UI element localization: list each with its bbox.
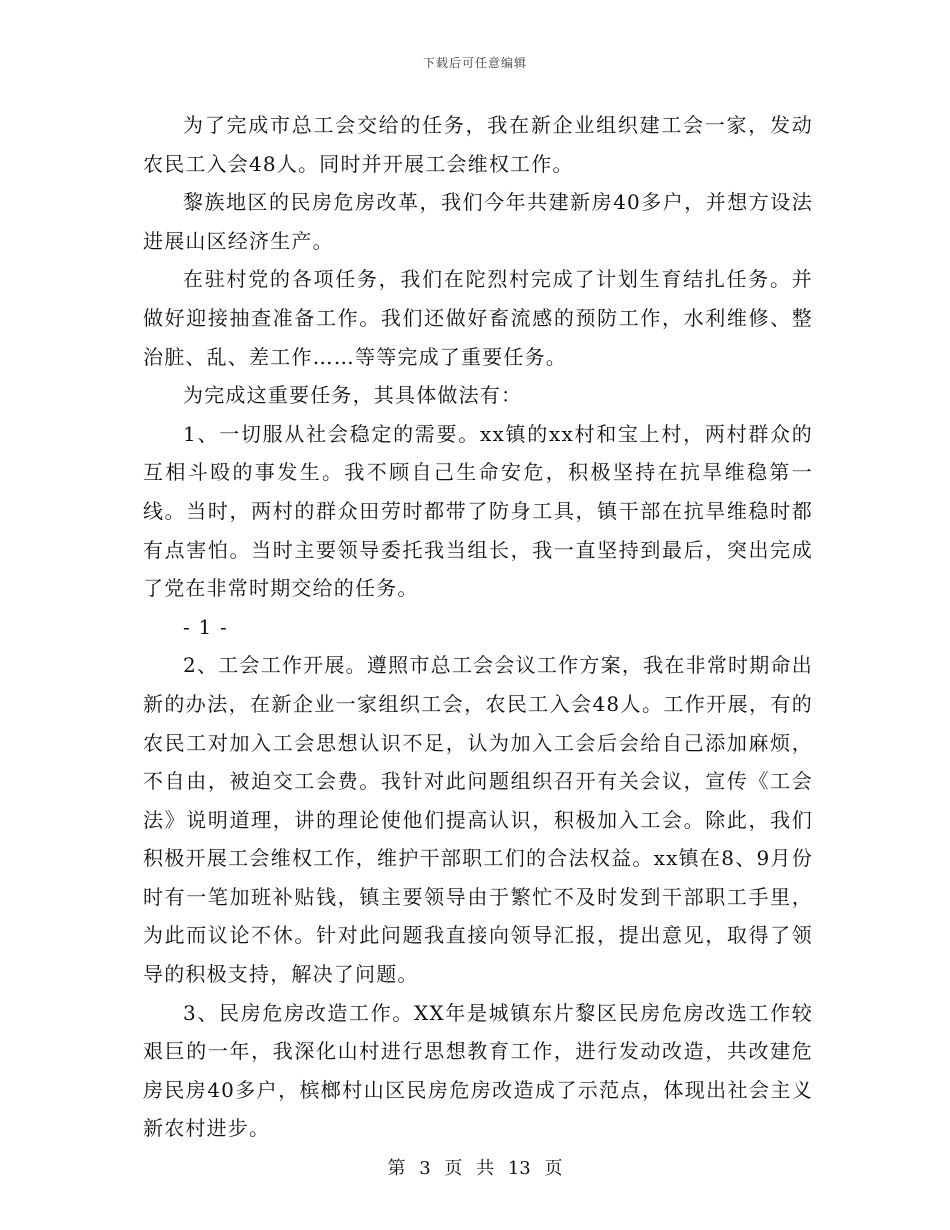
paragraph-item-1-stability: 1、一切服从社会稳定的需要。xx镇的xx村和宝上村，两村群众的互相斗殴的事发生。我不顾自己生命安危，积极坚持在抗旱维稳第一线。当时，两村的群众田劳时都带了防身工具，镇干部在抗旱维稳时都有点害怕。当时主要领导委托我当组长，我一直坚持到最后，突出完成了党在非常时期交给的任务。 (143, 421, 813, 601)
page-footer: 第 3 页 共 13 页 (387, 1158, 563, 1179)
paragraph-union-task: 为了完成市总工会交给的任务，我在新企业组织建工会一家，发动农民工入会48人。同时并开展工会维权工作。 (143, 113, 813, 176)
paragraph-item-2-union-work: 2、工会工作开展。遵照市总工会会议工作方案，我在非常时期命出新的办法，在新企业一家组织工会，农民工入会48人。工作开展，有的农民工对加入工会思想认识不足，认为加入工会后会给自己添加麻烦，不自由，被迫交工会费。我针对此问题组织召开有关会议，宣传《工会法》说明道理，讲的理论使他们提高认识，积极加入工会。除此，我们积极开展工会维权工作，维护干部职工们的合法权益。xx镇在8、9月份时有一笔加班补贴钱，镇主要领导由于繁忙不及时发到干部职工手里，为此而议论不休。针对此问题我直接向领导汇报，提出意见，取得了领导的积极支持，解决了问题。 (143, 653, 813, 987)
page-header: 下载后可任意编辑 (422, 56, 527, 70)
inline-page-marker: - 1 - (183, 614, 228, 639)
paragraph-village-tasks: 在驻村党的各项任务，我们在陀烈村完成了计划生育结扎任务。并做好迎接抽查准备工作。我们还做好畜流感的预防工作，水利维修、整治脏、乱、差工作……等等完成了重要任务。 (143, 267, 813, 369)
document-body (143, 106, 813, 1148)
paragraph-methods-intro: 为完成这重要任务，其具体做法有： (183, 383, 523, 408)
paragraph-item-3-housing-renovation: 3、民房危房改造工作。XX年是城镇东片黎区民房危房改选工作较艰巨的一年，我深化山村进行思想教育工作，进行发动改造，共改建危房民房40多户，槟榔村山区民房危房改造成了示范点，体现出社会主义新农村进步。 (143, 1000, 813, 1141)
paragraph-housing-reform: 黎族地区的民房危房改革，我们今年共建新房40多户，并想方设法进展山区经济生产。 (143, 190, 813, 253)
